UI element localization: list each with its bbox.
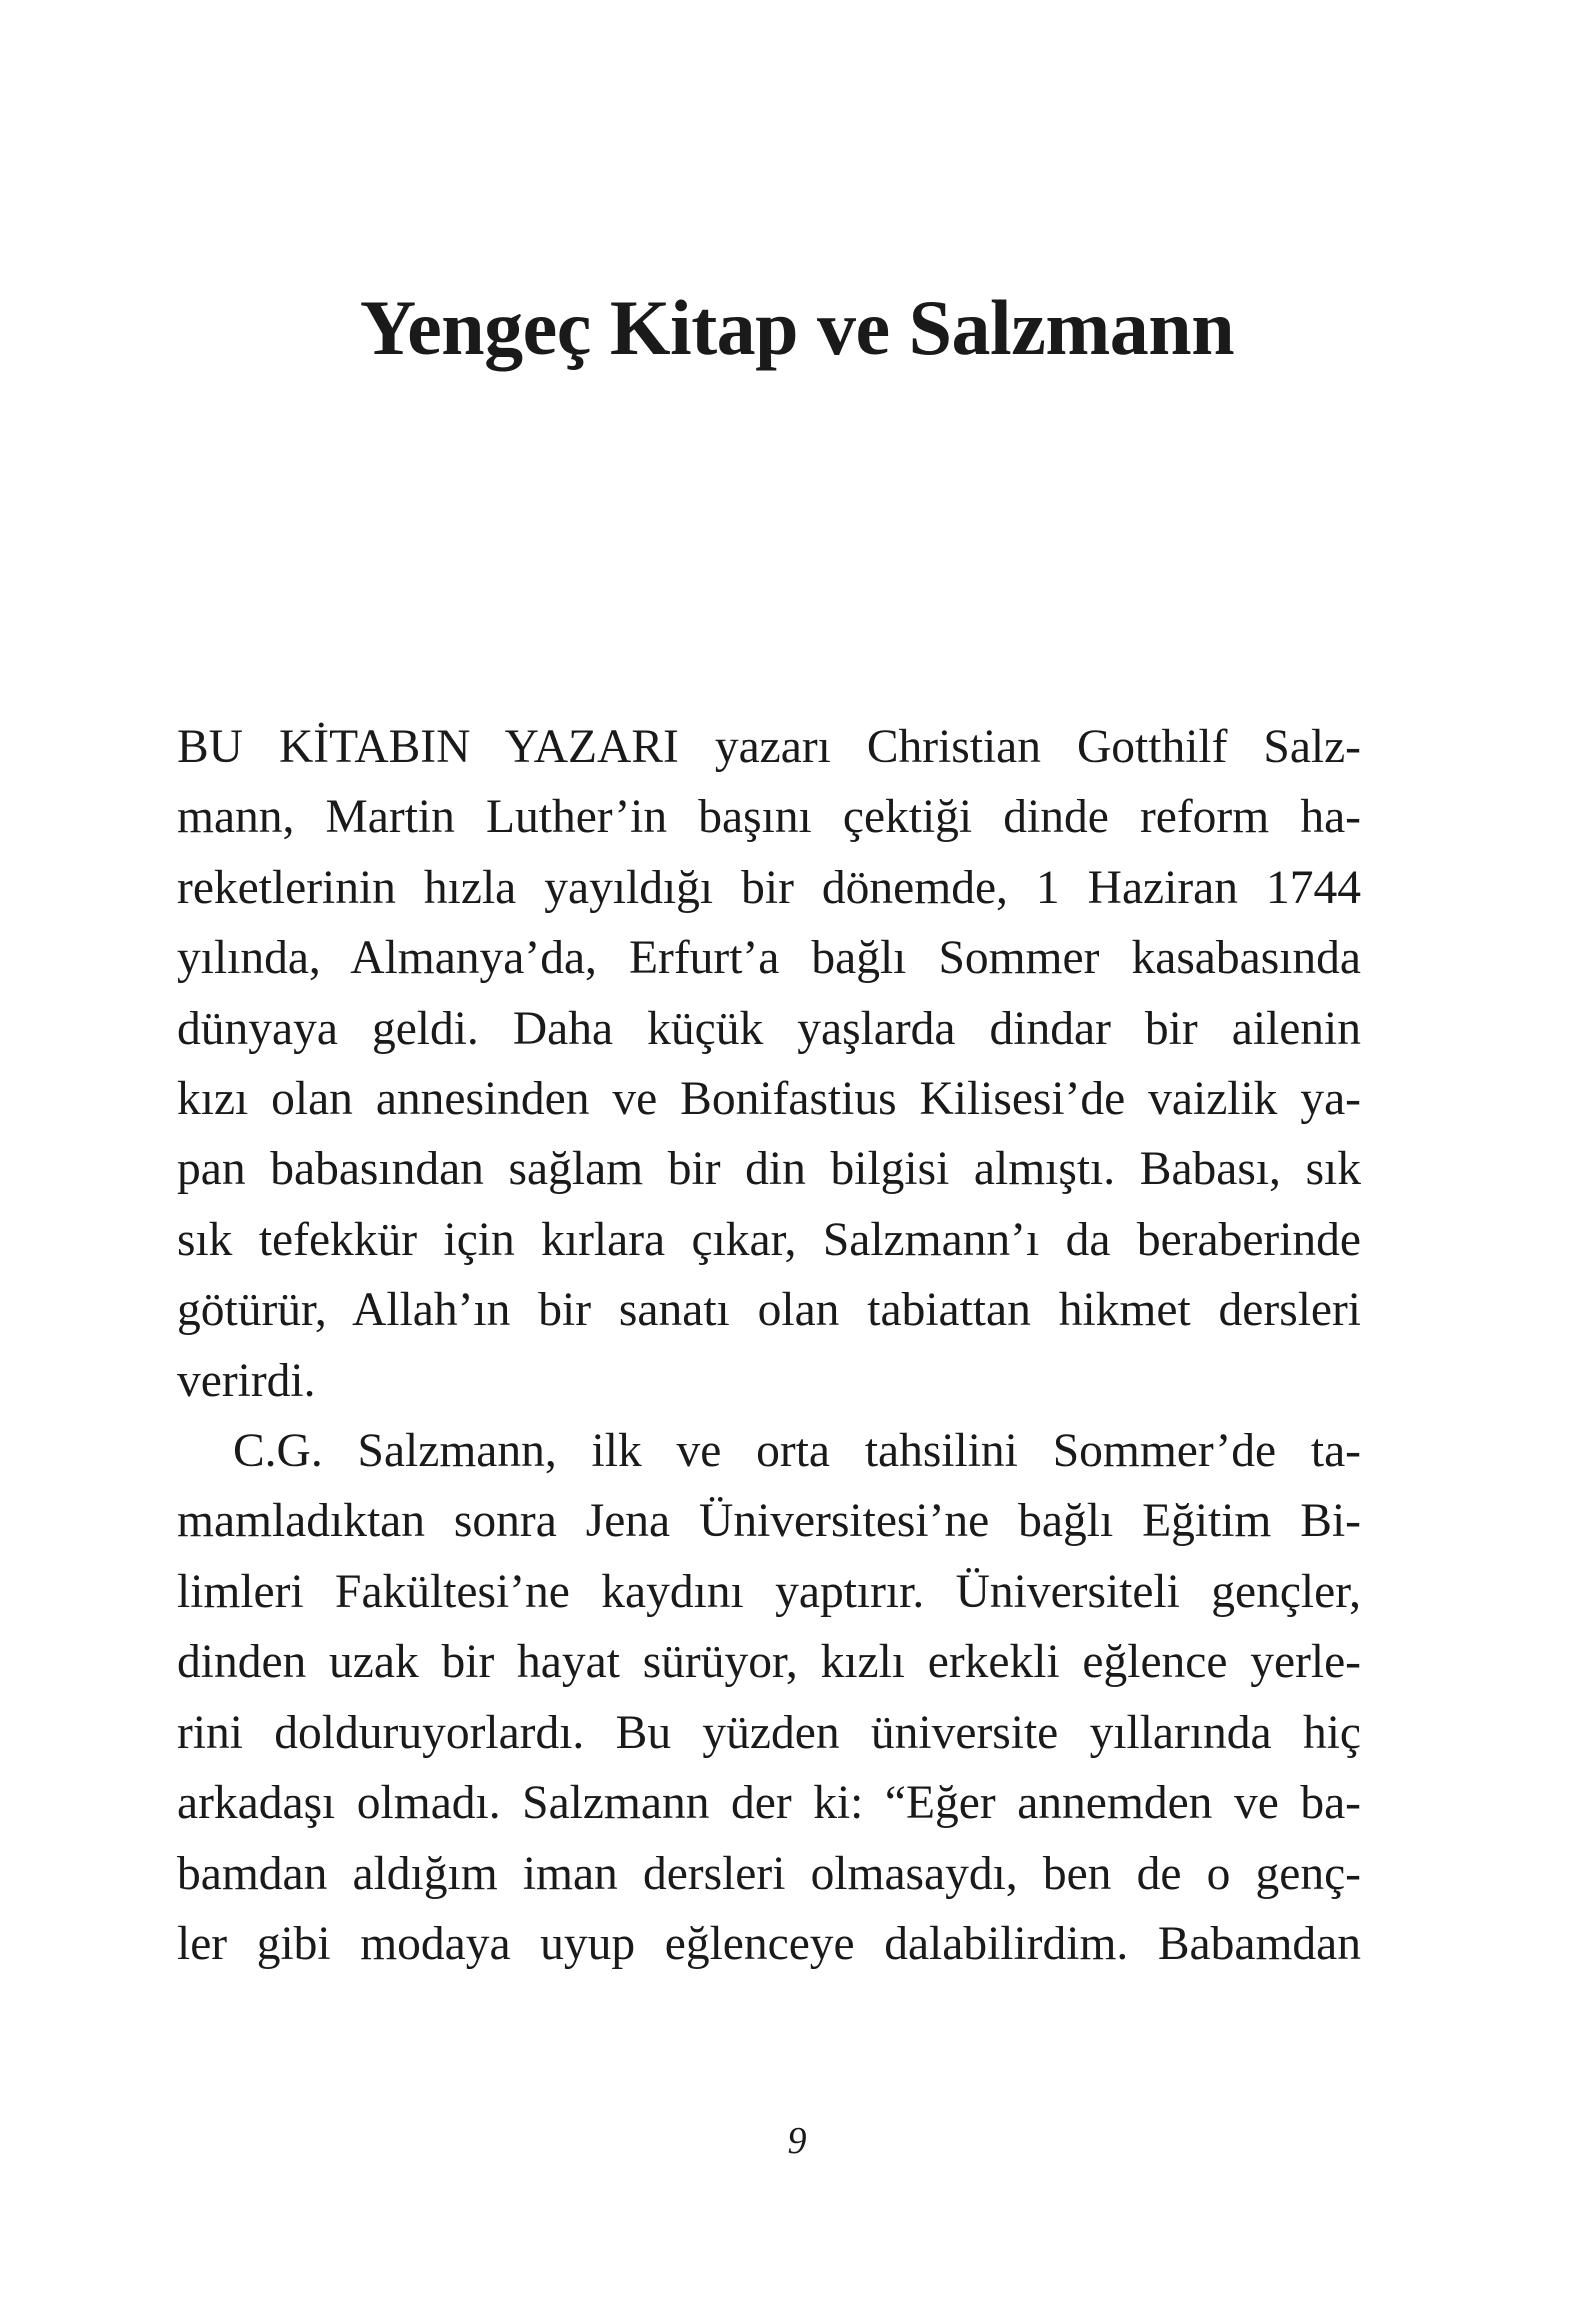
text-line: götürür, Allah’ın bir sanatı olan tabiattan hikmet dersleri [177,1284,1361,1337]
page-number: 9 [787,2120,807,2162]
paragraph-1 [177,712,1361,1416]
paragraph-2 [177,1416,1361,1979]
text-line: dünyaya geldi. Daha küçük yaşlarda dindar bir ailenin [177,1002,1361,1055]
text-line: mamladıktan sonra Jena Üniversitesi’ne bağlı Eğitim Bi- [177,1495,1361,1548]
text-line: rini dolduruyorlardı. Bu yüzden üniversite yıllarında hiç [177,1706,1361,1759]
text-line: verirdi. [177,1354,316,1407]
text-line: pan babasından sağlam bir din bilgisi almıştı. Babası, sık [177,1143,1361,1196]
text-line: reketlerinin hızla yayıldığı bir dönemde, 1 Haziran 1744 [177,861,1361,914]
text-line: arkadaşı olmadı. Salzmann der ki: “Eğer annemden ve ba- [177,1777,1361,1830]
text-line: bamdan aldığım iman dersleri olmasaydı, ben de o genç- [177,1847,1361,1900]
text-line: yılında, Almanya’da, Erfurt’a bağlı Sommer kasabasında [177,932,1361,985]
text-line: mann, Martin Luther’in başını çektiği dinde reform ha- [177,791,1361,844]
chapter-title: Yengeç Kitap ve Salzmann [359,284,1235,371]
text-line: BU KİTABIN YAZARI yazarı Christian Gotthilf Salz- [177,721,1361,773]
body-text [177,712,1361,1979]
text-line: dinden uzak bir hayat sürüyor, kızlı erkekli eğlence yerle- [177,1636,1361,1689]
text-line: ler gibi modaya uyup eğlenceye dalabilirdim. Babamdan [177,1917,1361,1970]
text-line: limleri Fakültesi’ne kaydını yaptırır. Üniversiteli gençler, [177,1565,1361,1618]
text-line: kızı olan annesinden ve Bonifastius Kilisesi’de vaizlik ya- [177,1073,1361,1126]
text-line: C.G. Salzmann, ilk ve orta tahsilini Sommer’de ta- [233,1425,1361,1478]
text-line: sık tefekkür için kırlara çıkar, Salzmann’ı da beraberinde [177,1213,1361,1266]
